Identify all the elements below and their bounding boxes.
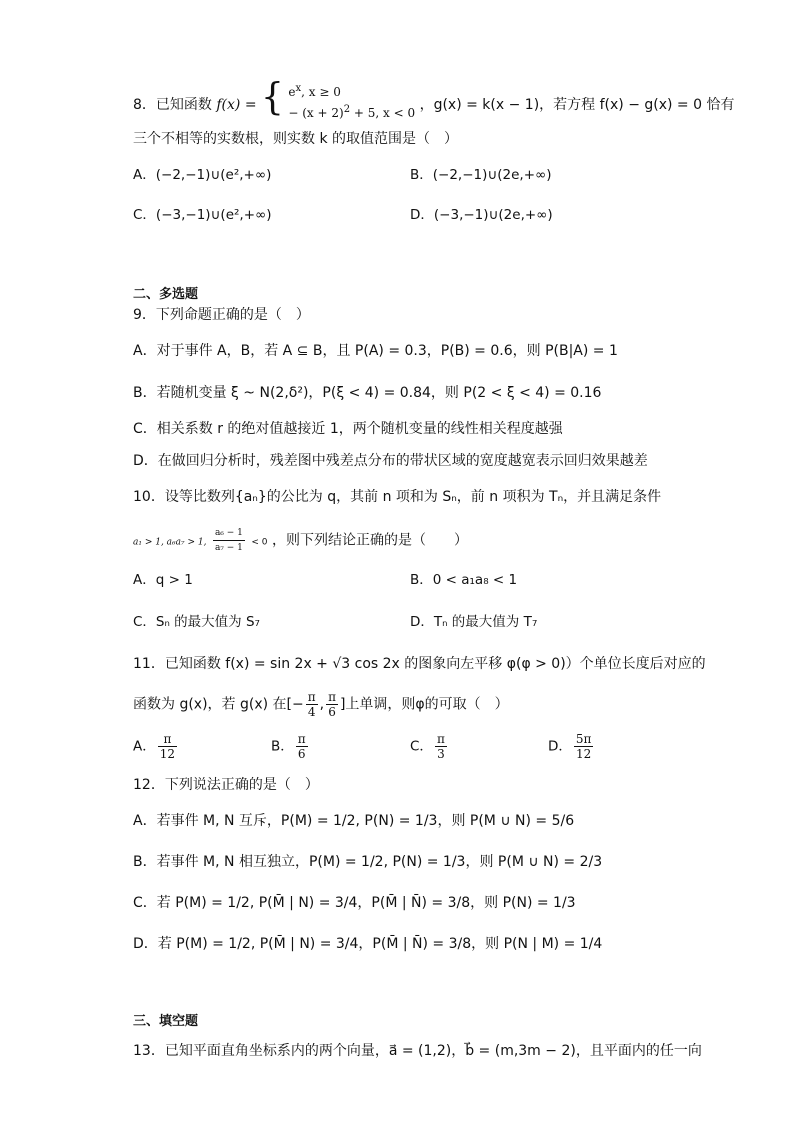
q11-line1: 11．已知函数 f(x) = sin 2x + √3 cos 2x 的图象向左平移 φ(φ > 0)）个单位长度后对应的 bbox=[133, 656, 706, 672]
q12-option-a: A．若事件 M, N 互斥，P(M) = 1/2, P(N) = 1/3，则 P(M ∪ N) = 5/6 bbox=[133, 813, 575, 829]
q9-stem: 9．下列命题正确的是（ ） bbox=[133, 307, 310, 323]
q10-fraction: $\frac{\text{a₆ − 1}}{\text{a₇ − 1}}$ bbox=[214, 528, 243, 553]
q11-option-d: D． $\frac{5\pi}{12}$ bbox=[548, 732, 592, 761]
section-title-multiple-choice: 二、多选题 bbox=[133, 287, 199, 302]
q11-option-a: A． $\frac{\pi}{12}$ bbox=[133, 732, 176, 761]
q8-option-d: D．(−3,−1)∪(2e,+∞) bbox=[410, 207, 553, 223]
q8-line2: 三个不相等的实数根，则实数 k 的取值范围是（ ） bbox=[133, 131, 459, 147]
q11-option-c: C． $\frac{\pi}{3}$ bbox=[410, 732, 445, 761]
case-2: − $(x + 2)^2 + 5$, x < 0 bbox=[288, 104, 416, 120]
q11-line2: 函数为 g(x)，若 g(x) 在[− $\frac{\pi}{4}$ , $\frac{\pi}{6}$ ]上单调，则φ的可取（ ） bbox=[133, 690, 509, 719]
q9-option-c: C．相关系数 r 的绝对值越接近 1，两个随机变量的线性相关程度越强 bbox=[133, 421, 563, 437]
brace: { bbox=[261, 75, 284, 119]
q10-option-a: A．q > 1 bbox=[133, 572, 193, 588]
q11-option-b-frac: $\frac{\pi}{6}$ bbox=[297, 732, 306, 761]
q9-option-d: D．在做回归分析时，残差图中残差点分布的带状区域的宽度越宽表示回归效果越差 bbox=[133, 453, 648, 469]
q8-option-c: C．(−3,−1)∪(e²,+∞) bbox=[133, 207, 272, 223]
q11-option-b: B． $\frac{\pi}{6}$ bbox=[271, 732, 306, 761]
q11-option-d-frac: $\frac{5\pi}{12}$ bbox=[575, 732, 592, 761]
q12-stem: 12．下列说法正确的是（ ） bbox=[133, 777, 319, 793]
q12-option-c: C．若 P(M) = 1/2, P(M̄ | N) = 3/4，P(M̄ | N̄) = 3/8，则 P(N) = 1/3 bbox=[133, 895, 576, 911]
q11-option-a-frac: $\frac{\pi}{12}$ bbox=[159, 732, 176, 761]
q10-option-d: D．Tₙ 的最大值为 T₇ bbox=[410, 614, 538, 630]
q8-option-b: B．(−2,−1)∪(2e,+∞) bbox=[410, 167, 552, 183]
case-1: $e^x$, x ≥ 0 bbox=[288, 83, 341, 99]
q10-line1: 10．设等比数列{aₙ}的公比为 q，其前 n 项和为 Sₙ，前 n 项积为 Tₙ，并且满足条件 bbox=[133, 489, 662, 505]
q12-option-d: D．若 P(M) = 1/2, P(M̄ | N) = 3/4，P(M̄ | N̄) = 3/8，则 P(N | M) = 1/4 bbox=[133, 936, 603, 952]
q8-option-a: A．(−2,−1)∪(e²,+∞) bbox=[133, 167, 272, 183]
q10-option-c: C．Sₙ 的最大值为 S₇ bbox=[133, 614, 260, 630]
q9-option-b: B．若随机变量 ξ ~ N(2,δ²)，P(ξ < 4) = 0.84，则 P(2 < ξ < 4) = 0.16 bbox=[133, 385, 602, 401]
q13-line1: 13．已知平面直角坐标系内的两个向量，a⃗ = (1,2)，b⃗ = (m,3m − 2)，且平面内的任一向 bbox=[133, 1043, 702, 1059]
q11-frac-pi-6: $\frac{\pi}{6}$ bbox=[328, 690, 336, 719]
q11-option-c-frac: $\frac{\pi}{3}$ bbox=[436, 732, 445, 761]
section-title-fill-in: 三、填空题 bbox=[133, 1014, 199, 1029]
q8-line1: 8．已知函数 f(x) = { $e^x$, x ≥ 0 − $(x + 2)^2 + 5$, x < 0 ，g(x) = k(x − 1)，若方程 f(x) − g(x) = 0 恰有 bbox=[133, 75, 735, 120]
q9-option-a: A．对于事件 A，B，若 A ⊆ B，且 P(A) = 0.3，P(B) = 0.6，则 P(B|A) = 1 bbox=[133, 343, 618, 359]
q11-frac-pi-4: $\frac{\pi}{4}$ bbox=[307, 690, 316, 719]
q10-option-b: B．0 < a₁a₈ < 1 bbox=[410, 572, 518, 588]
piecewise-cases bbox=[288, 80, 415, 122]
q12-option-b: B．若事件 M, N 相互独立，P(M) = 1/2, P(N) = 1/3，则 P(M ∪ N) = 2/3 bbox=[133, 854, 603, 870]
q10-line2: a₁ > 1, a₆a₇ > 1, $\frac{\text{a₆ − 1}}{\text{a₇ − 1}}$ < 0 ，则下列结论正确的是（ ） bbox=[133, 528, 468, 553]
